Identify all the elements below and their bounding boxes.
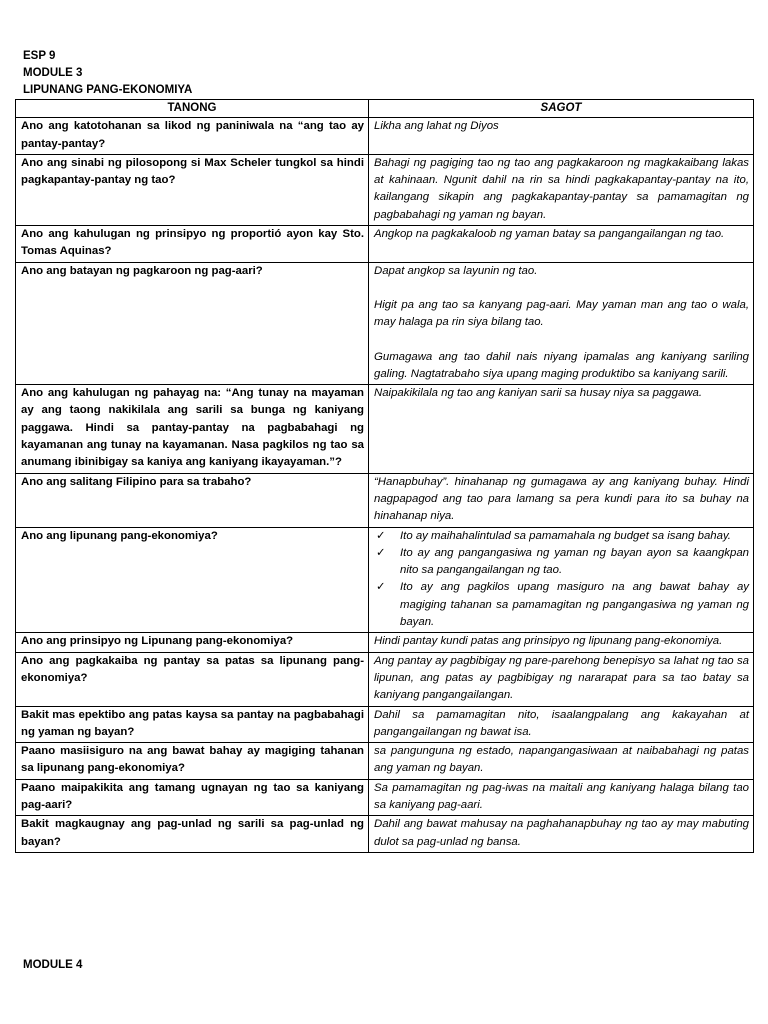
answer-column-header: SAGOT — [369, 100, 754, 118]
question-column-header: TANONG — [16, 100, 369, 118]
answer-cell — [369, 473, 754, 527]
answer-cell — [369, 226, 754, 263]
answer-cell — [369, 118, 754, 155]
checklist-item: ✓ Ito ay ang pagkilos upang masiguro na ang bawat bahay ay magiging tahanan sa pamamagitan ng pangangasiwa ng yaman ng bayan. — [374, 579, 749, 631]
answer-paragraph: Naipakikilala ng tao ang kaniyan sarii sa husay niya sa paggawa. — [374, 387, 702, 400]
answer-paragraph: Angkop na pagkakaloob ng yaman batay sa pangangailangan ng tao. — [374, 228, 725, 241]
question-cell: Ano ang prinsipyo ng Lipunang pang-ekonomiya? — [16, 633, 369, 652]
answer-cell — [369, 652, 754, 706]
answer-cell — [369, 262, 754, 384]
question-cell: Ano ang kahulugan ng prinsipyo ng proportió ayon kay Sto. Tomas Aquinas? — [16, 226, 369, 263]
answer-cell — [369, 527, 754, 633]
question-cell: Ano ang kahulugan ng pahayag na: “Ang tunay na mayaman ay ang taong nakikilala ang sarili sa bunga ng kaniyang paggawa. Hindi sa pantay-pantay na pagbabahagi ng kayamanan ang tunay na kayamanan. Nasa pagkilos ng tao sa anumang ibinibigay sa kaniya ang kaniyang ikayayaman.”? — [16, 385, 369, 473]
next-module-label: MODULE 4 — [23, 959, 83, 971]
answer-cell — [369, 154, 754, 225]
answer-cell — [369, 743, 754, 780]
answer-paragraph: Sa pamamagitan ng pag-iwas na maitali ang kaniyang halaga bilang tao sa kaniyang pag-aari. — [374, 781, 749, 811]
table-row — [16, 816, 754, 853]
module-label: MODULE 3 — [23, 67, 83, 79]
question-cell: Ano ang pagkakaiba ng pantay sa patas sa lipunang pang-ekonomiya? — [16, 652, 369, 706]
topic-title: LIPUNANG PANG-EKONOMIYA — [23, 84, 193, 96]
checklist-item: ✓ Ito ay maihahalintulad sa pamamahala ng budget sa isang bahay. — [374, 528, 749, 545]
subject-label: ESP 9 — [23, 50, 56, 62]
question-cell: Ano ang salitang Filipino para sa trabaho? — [16, 473, 369, 527]
table-row — [16, 633, 754, 652]
answer-cell — [369, 385, 754, 473]
table-row — [16, 706, 754, 743]
answer-cell — [369, 779, 754, 816]
table-row — [16, 385, 754, 473]
answer-paragraph: Likha ang lahat ng Diyos — [374, 120, 499, 133]
question-cell: Ano ang lipunang pang-ekonomiya? — [16, 527, 369, 633]
qa-table-body — [16, 118, 754, 853]
question-cell: Paano maipakikita ang tamang ugnayan ng tao sa kaniyang pag-aari? — [16, 779, 369, 816]
table-row — [16, 226, 754, 263]
question-cell: Bakit magkaugnay ang pag-unlad ng sarili sa pag-unlad ng bayan? — [16, 816, 369, 853]
table-row — [16, 779, 754, 816]
answer-paragraph: Hindi pantay kundi patas ang prinsipyo ng lipunang pang-ekonomiya. — [374, 635, 723, 648]
answer-paragraph: Bahagi ng pagiging tao ng tao ang pagkakaroon ng magkakaibang lakas at kahinaan. Ngunit dahil na rin sa hindi pagkakapantay-pantay na ito, kailangang sikapin ang pagkakapantay-pantay sa pamamagitan ng pagbabahagi ng yaman ng bayan. — [374, 156, 749, 221]
answer-paragraph: “Hanapbuhay”. hinahanap ng gumagawa ay ang kaniyang buhay. Hindi nagpapagod ang tao para lamang sa pera kundi para ito sa buhay na hinahanap niya. — [374, 475, 749, 523]
answer-paragraph: Gumagawa ang tao dahil nais niyang ipamalas ang kaniyang sariling galing. Nagtatrabaho siya upang maging produktibo sa kaniyang sarili. — [374, 350, 749, 380]
table-row — [16, 473, 754, 527]
answer-paragraph: Dahil sa pamamagitan nito, isaalangpalang ang kakayahan at pangangailangan ng bawat isa. — [374, 708, 749, 738]
answer-cell — [369, 633, 754, 652]
question-cell: Bakit mas epektibo ang patas kaysa sa pantay na pagbabahagi ng yaman ng bayan? — [16, 706, 369, 743]
answer-checklist — [374, 528, 749, 632]
answer-cell — [369, 706, 754, 743]
table-header-row — [16, 100, 754, 118]
answer-cell — [369, 816, 754, 853]
question-cell: Paano masiisiguro na ang bawat bahay ay magiging tahanan sa lipunang pang-ekonomiya? — [16, 743, 369, 780]
document-header — [23, 48, 192, 99]
checklist-item: ✓ Ito ay ang pangangasiwa ng yaman ng bayan ayon sa kaangkpan nito sa pangangailangan ng tao. — [374, 545, 749, 580]
qa-table — [15, 99, 754, 853]
table-row — [16, 743, 754, 780]
answer-paragraph: Ang pantay ay pagbibigay ng pare-parehong benepisyo sa lahat ng tao sa lipunan, ang patas ay pagbibigay ng nararapat para sa tao batay sa kaniyang pangangailangan. — [374, 654, 749, 702]
table-row — [16, 652, 754, 706]
table-row — [16, 262, 754, 384]
answer-paragraph: Dapat angkop sa layunin ng tao. — [374, 264, 538, 277]
table-row — [16, 118, 754, 155]
table-row — [16, 527, 754, 633]
question-cell: Ano ang sinabi ng pilosopong si Max Scheler tungkol sa hindi pagkapantay-pantay ng tao? — [16, 154, 369, 225]
question-cell: Ano ang katotohanan sa likod ng paniniwala na “ang tao ay pantay-pantay? — [16, 118, 369, 155]
answer-paragraph: Dahil ang bawat mahusay na paghahanapbuhay ng tao ay may mabuting dulot sa pag-unlad ng bansa. — [374, 818, 749, 848]
answer-paragraph: sa pangunguna ng estado, napangangasiwaan at naibabahagi ng patas ang yaman ng bayan. — [374, 745, 749, 775]
question-cell: Ano ang batayan ng pagkaroon ng pag-aari? — [16, 262, 369, 384]
answer-paragraph: Higit pa ang tao sa kanyang pag-aari. May yaman man ang tao o wala, may halaga pa rin siya bilang tao. — [374, 298, 749, 329]
table-row — [16, 154, 754, 225]
